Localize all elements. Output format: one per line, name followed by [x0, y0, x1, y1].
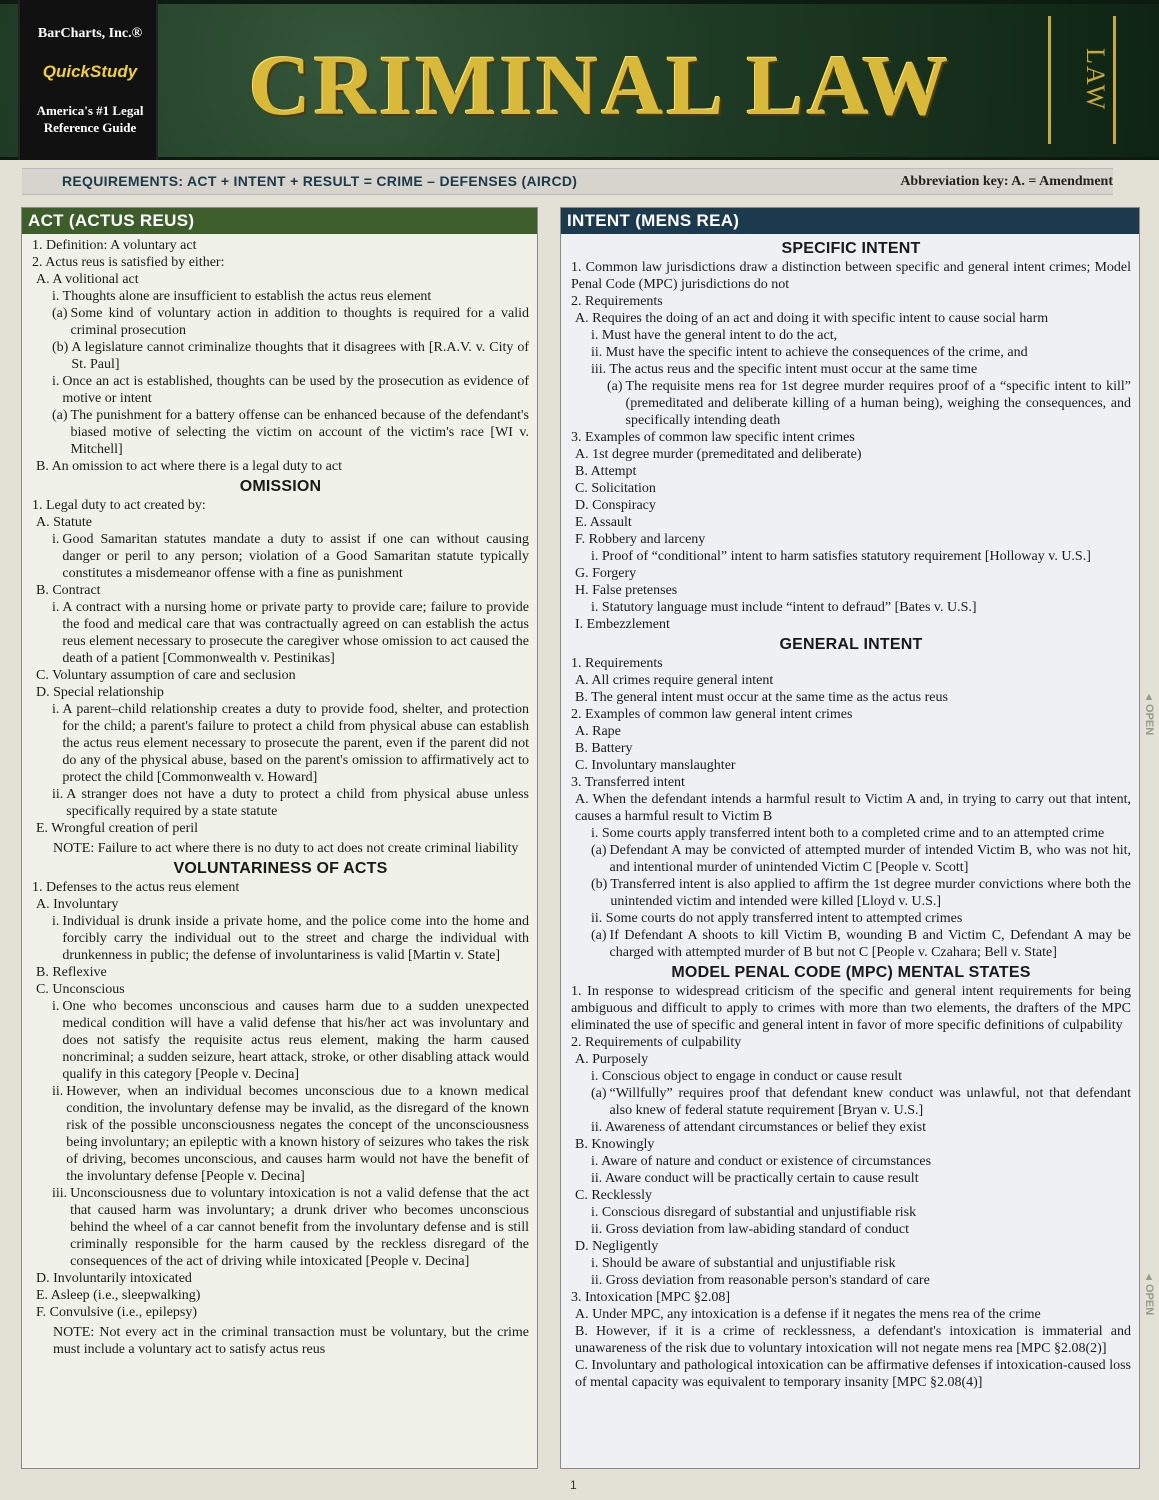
item-marker: (a) [607, 379, 623, 394]
list-item: i. Must have the general intent to do the act, [591, 328, 838, 343]
list-item: 1. Requirements [571, 656, 663, 671]
section-heading: VOLUNTARINESS OF ACTS [173, 860, 388, 877]
list-item: ii. Awareness of attendant circumstances or belief they exist [591, 1120, 926, 1135]
item-text: Some kind of voluntary action in addition to thoughts is required for a valid criminal prosecution [70, 306, 529, 338]
list-item: 1. In response to widespread criticism of the specific and general intent requirements for being ambiguous and difficult to apply to crimes with more than two elements, the drafters of the MPC eliminated the use of specific and general intent in favor of more specific definitions of culpability [571, 984, 1131, 1033]
list-item [571, 1085, 1131, 1119]
list-item: 1. Definition: A voluntary act [32, 238, 197, 253]
list-item: B. An omission to act where there is a legal duty to act [36, 459, 342, 474]
triangle-up-icon: ▲ [1143, 691, 1155, 703]
list-item: A. Requires the doing of an act and doing it with specific intent to cause social harm [575, 311, 1049, 326]
item-text: A legislature cannot criminalize thoughts that it disagrees with [R.A.V. v. City of St. Paul] [71, 340, 529, 372]
list-item: C. Voluntary assumption of care and seclusion [36, 668, 296, 683]
item-text: However, when an individual becomes unconscious due to a known medical condition, the involuntary defense may be invalid, as the disregard of the known risk of the possible unconsciousness negates the concept of the unconsciousness being involuntary; an epileptic with a known history of seizures who takes the risk of driving, becomes unconscious, and causes harm would not have the benefit of the involuntary defense [People v. Decina] [66, 1084, 529, 1184]
list-item: i. Aware of nature and conduct or existence of circumstances [591, 1154, 932, 1169]
list-item [32, 1083, 529, 1185]
list-item: D. Special relationship [36, 685, 164, 700]
list-item: B. Battery [575, 741, 633, 756]
list-item: 1. Legal duty to act created by: [32, 498, 206, 513]
item-marker: i. [52, 914, 60, 929]
open-tab-marker [1141, 1270, 1157, 1319]
item-text: Good Samaritan statutes mandate a duty to assist if one can without causing danger or peril to any person; violation of a Good Samaritan statute typically constitutes a misdemeanor offense with a fine as punishment [62, 532, 529, 581]
list-item [32, 913, 529, 964]
list-item: C. Unconscious [36, 982, 125, 997]
list-item: 2. Requirements of culpability [571, 1035, 742, 1050]
item-text: The requisite mens rea for 1st degree murder requires proof of a “specific intent to kill” (premeditated and deliberate killing of a human being), weighing the consequences, and specifically intending death [625, 379, 1131, 428]
list-item: D. Involuntarily intoxicated [36, 1271, 192, 1286]
list-item: A. A volitional act [36, 272, 139, 287]
list-item: B. However, if it is a crime of recklessness, a defendant's intoxication is immaterial and unawareness of the risk due to voluntary intoxication will not negate mens rea [MPC §2.08(2)] [575, 1324, 1131, 1356]
list-item: i. Statutory language must include “intent to defraud” [Bates v. U.S.] [591, 600, 977, 615]
list-item: 2. Requirements [571, 294, 663, 309]
list-item: A. 1st degree murder (premeditated and deliberate) [575, 447, 862, 462]
list-item: B. Attempt [575, 464, 637, 479]
list-item: 2. Actus reus is satisfied by either: [32, 255, 225, 270]
list-item: A. All crimes require general intent [575, 673, 774, 688]
list-item: i. Conscious disregard of substantial and unjustifiable risk [591, 1205, 917, 1220]
open-tab-label: OPEN [1143, 704, 1155, 736]
item-marker: (a) [591, 928, 607, 943]
item-text: The punishment for a battery offense can be enhanced because of the defendant's biased motive of selecting the victim on account of the victim's race [WI v. Mitchell] [70, 408, 529, 457]
requirements-formula: REQUIREMENTS: ACT + INTENT + RESULT = CRIME – DEFENSES (AIRCD) [62, 173, 578, 189]
page-title: CRIMINAL LAW [248, 37, 952, 133]
list-item [32, 786, 529, 820]
list-item: B. Contract [36, 583, 101, 598]
list-item [32, 998, 529, 1083]
list-item: C. Recklessly [575, 1188, 652, 1203]
item-text: If Defendant A shoots to kill Victim B, wounding B and Victim C, Defendant A may be charged with attempted murder of B but not C [People v. Czahara; Bell v. State] [609, 928, 1131, 960]
list-item: B. The general intent must occur at the same time as the actus reus [575, 690, 948, 705]
list-item: C. Involuntary and pathological intoxication can be affirmative defenses if intoxication-caused loss of mental capacity was equivalent to temporary insanity [MPC §2.08(4)] [575, 1358, 1131, 1390]
note: NOTE: Not every act in the criminal transaction must be voluntary, but the crime must include a voluntary act to satisfy actus reus [53, 1325, 529, 1357]
list-item: 1. Common law jurisdictions draw a distinction between specific and general intent crimes; Model Penal Code (MPC) jurisdictions do not [571, 260, 1131, 292]
list-item: ii. Gross deviation from law-abiding standard of conduct [591, 1222, 910, 1237]
list-item: 1. Defenses to the actus reus element [32, 880, 240, 895]
brand-tagline: America's #1 Legal Reference Guide [36, 103, 144, 135]
list-item [32, 531, 529, 582]
item-marker: iii. [52, 1186, 68, 1201]
section-heading: GENERAL INTENT [779, 636, 923, 653]
item-marker: (a) [52, 408, 68, 423]
item-text: One who becomes unconscious and causes harm due to a sudden unexpected medical condition will have a valid defense that his/her act was involuntary and does not satisfy the requisite actus reus element, making the harm caused noncriminal; a sudden seizure, heart attack, stroke, or other disabling attack would qualify in this category [People v. Decina] [62, 999, 529, 1082]
item-marker: (a) [52, 306, 68, 321]
item-text: Once an act is established, thoughts can be used by the prosecution as evidence of motive or intent [62, 374, 529, 406]
list-item: B. Knowingly [575, 1137, 655, 1152]
list-item: A. Rape [575, 724, 621, 739]
open-tab-marker [1141, 690, 1157, 739]
item-text: Individual is drunk inside a private home, and the police come into the home and forcibly carry the individual out to the street and charge the individual with drunkenness in public; the defense of involuntariness is valid [Martin v. State] [62, 914, 529, 963]
item-marker: i. [52, 600, 60, 615]
list-item [571, 876, 1131, 910]
item-marker: i. [52, 999, 60, 1014]
column-heading: INTENT (MENS REA) [561, 208, 1139, 234]
list-item [32, 305, 529, 339]
list-item [32, 373, 529, 407]
mens-rea-column [560, 207, 1140, 1469]
list-item: B. Reflexive [36, 965, 107, 980]
list-item: E. Assault [575, 515, 632, 530]
section-heading: OMISSION [239, 478, 322, 495]
list-item [571, 927, 1131, 961]
list-item [32, 599, 529, 667]
brand-name: BarCharts, Inc.® [37, 26, 143, 41]
spine-label: LAW [1081, 48, 1110, 112]
list-item [32, 701, 529, 786]
list-item: A. When the defendant intends a harmful result to Victim A and, in trying to carry out that intent, causes a harmful result to Victim B [575, 792, 1131, 824]
list-item: H. False pretenses [575, 583, 678, 598]
list-item: D. Negligently [575, 1239, 659, 1254]
list-item: I. Embezzlement [575, 617, 670, 632]
list-item [571, 378, 1131, 429]
list-item: ii. Some courts do not apply transferred intent to attempted crimes [591, 911, 963, 926]
item-text: A parent–child relationship creates a duty to provide food, shelter, and protection for the child; a parent's failure to protect a child from physical abuse can establish the actus reus element necessary to prosecute the parent, even if the parent did not do any of the physical abuse, based on the parent's omission to affirmatively act to protect the child [Commonwealth v. Howard] [62, 702, 529, 785]
item-marker: i. [52, 374, 60, 389]
list-item: i. Proof of “conditional” intent to harm satisfies statutory requirement [Holloway v. U.S.] [591, 549, 1091, 564]
abbreviation-key: Abbreviation key: A. = Amendment [900, 174, 1113, 189]
list-item: ii. Must have the specific intent to achieve the consequences of the crime, and [591, 345, 1028, 360]
requirements-bar [22, 168, 1113, 195]
item-text: “Willfully” requires proof that defendant knew conduct was unlawful, not that defendant also knew of federal statute requirement [Bryan v. U.S.] [609, 1086, 1131, 1118]
list-item: 2. Examples of common law general intent crimes [571, 707, 853, 722]
item-text: A stranger does not have a duty to protect a child from physical abuse unless specifically required by a state statute [66, 787, 529, 819]
item-text: Defendant A may be convicted of attempted murder of intended Victim B, who was not hit, and intentional murder of unintended Victim C [People v. Scott] [609, 843, 1131, 875]
item-marker: (b) [591, 877, 608, 892]
actus-reus-column [21, 207, 538, 1469]
list-item: iii. The actus reus and the specific intent must occur at the same time [591, 362, 978, 377]
item-marker: (a) [591, 1086, 607, 1101]
item-marker: (b) [52, 340, 69, 355]
list-item: 3. Examples of common law specific intent crimes [571, 430, 855, 445]
list-item: A. Purposely [575, 1052, 649, 1067]
triangle-up-icon: ▲ [1143, 1271, 1155, 1283]
list-item: E. Asleep (i.e., sleepwalking) [36, 1288, 201, 1303]
item-marker: i. [52, 532, 60, 547]
item-marker: ii. [52, 787, 64, 802]
item-marker: i. [52, 702, 60, 717]
list-item: C. Solicitation [575, 481, 656, 496]
item-text: Transferred intent is also applied to affirm the 1st degree murder convictions where both the unintended victim and intended were killed [Lloyd v. U.S.] [610, 877, 1131, 909]
list-item [32, 1185, 529, 1270]
column-body [22, 234, 537, 1358]
open-tab-label: OPEN [1143, 1284, 1155, 1316]
column-heading: ACT (ACTUS REUS) [22, 208, 537, 234]
list-item: G. Forgery [575, 566, 637, 581]
list-item: E. Wrongful creation of peril [36, 821, 199, 836]
note: NOTE: Failure to act where there is no duty to act does not create criminal liability [53, 841, 519, 856]
list-item: ii. Gross deviation from reasonable person's standard of care [591, 1273, 930, 1288]
list-item [32, 339, 529, 373]
header-banner [0, 0, 1159, 160]
list-item: i. Should be aware of substantial and unjustifiable risk [591, 1256, 896, 1271]
section-heading: MODEL PENAL CODE (MPC) MENTAL STATES [671, 964, 1031, 981]
list-item: i. Thoughts alone are insufficient to establish the actus reus element [52, 289, 432, 304]
list-item: D. Conspiracy [575, 498, 656, 513]
item-marker: (a) [591, 843, 607, 858]
page-number: 1 [570, 1478, 577, 1492]
brand-product: QuickStudy [42, 62, 138, 81]
list-item: A. Under MPC, any intoxication is a defense if it negates the mens rea of the crime [575, 1307, 1041, 1322]
list-item: i. Some courts apply transferred intent both to a completed crime and to an attempted crime [591, 826, 1105, 841]
list-item [571, 842, 1131, 876]
list-item [32, 407, 529, 458]
item-text: A contract with a nursing home or private party to provide care; failure to provide the food and medical care that was contractually agreed on can establish the actus reus element necessary to prosecute the caregiver whose omission to act caused the death of a patient [Commonwealth v. Pestinikas] [62, 600, 529, 666]
section-heading: SPECIFIC INTENT [781, 240, 921, 257]
column-body [561, 234, 1139, 1391]
list-item: A. Involuntary [36, 897, 119, 912]
brand-box [18, 0, 158, 160]
list-item: 3. Intoxication [MPC §2.08] [571, 1290, 731, 1305]
list-item: i. Conscious object to engage in conduct or cause result [591, 1069, 903, 1084]
item-marker: ii. [52, 1084, 64, 1099]
list-item: 3. Transferred intent [571, 775, 685, 790]
list-item: A. Statute [36, 515, 92, 530]
item-text: Unconsciousness due to voluntary intoxication is not a valid defense that the act that caused harm was involuntary; a drunk driver who becomes unconscious behind the wheel of a car cannot benefit from the involuntary defense and is still criminally responsible for the harm caused by the reckless disregard of the consequences of the act of driving while intoxicated [People v. Decina] [70, 1186, 529, 1269]
list-item: C. Involuntary manslaughter [575, 758, 736, 773]
list-item: F. Robbery and larceny [575, 532, 706, 547]
list-item: ii. Aware conduct will be practically certain to cause result [591, 1171, 919, 1186]
list-item: F. Convulsive (i.e., epilepsy) [36, 1305, 198, 1320]
